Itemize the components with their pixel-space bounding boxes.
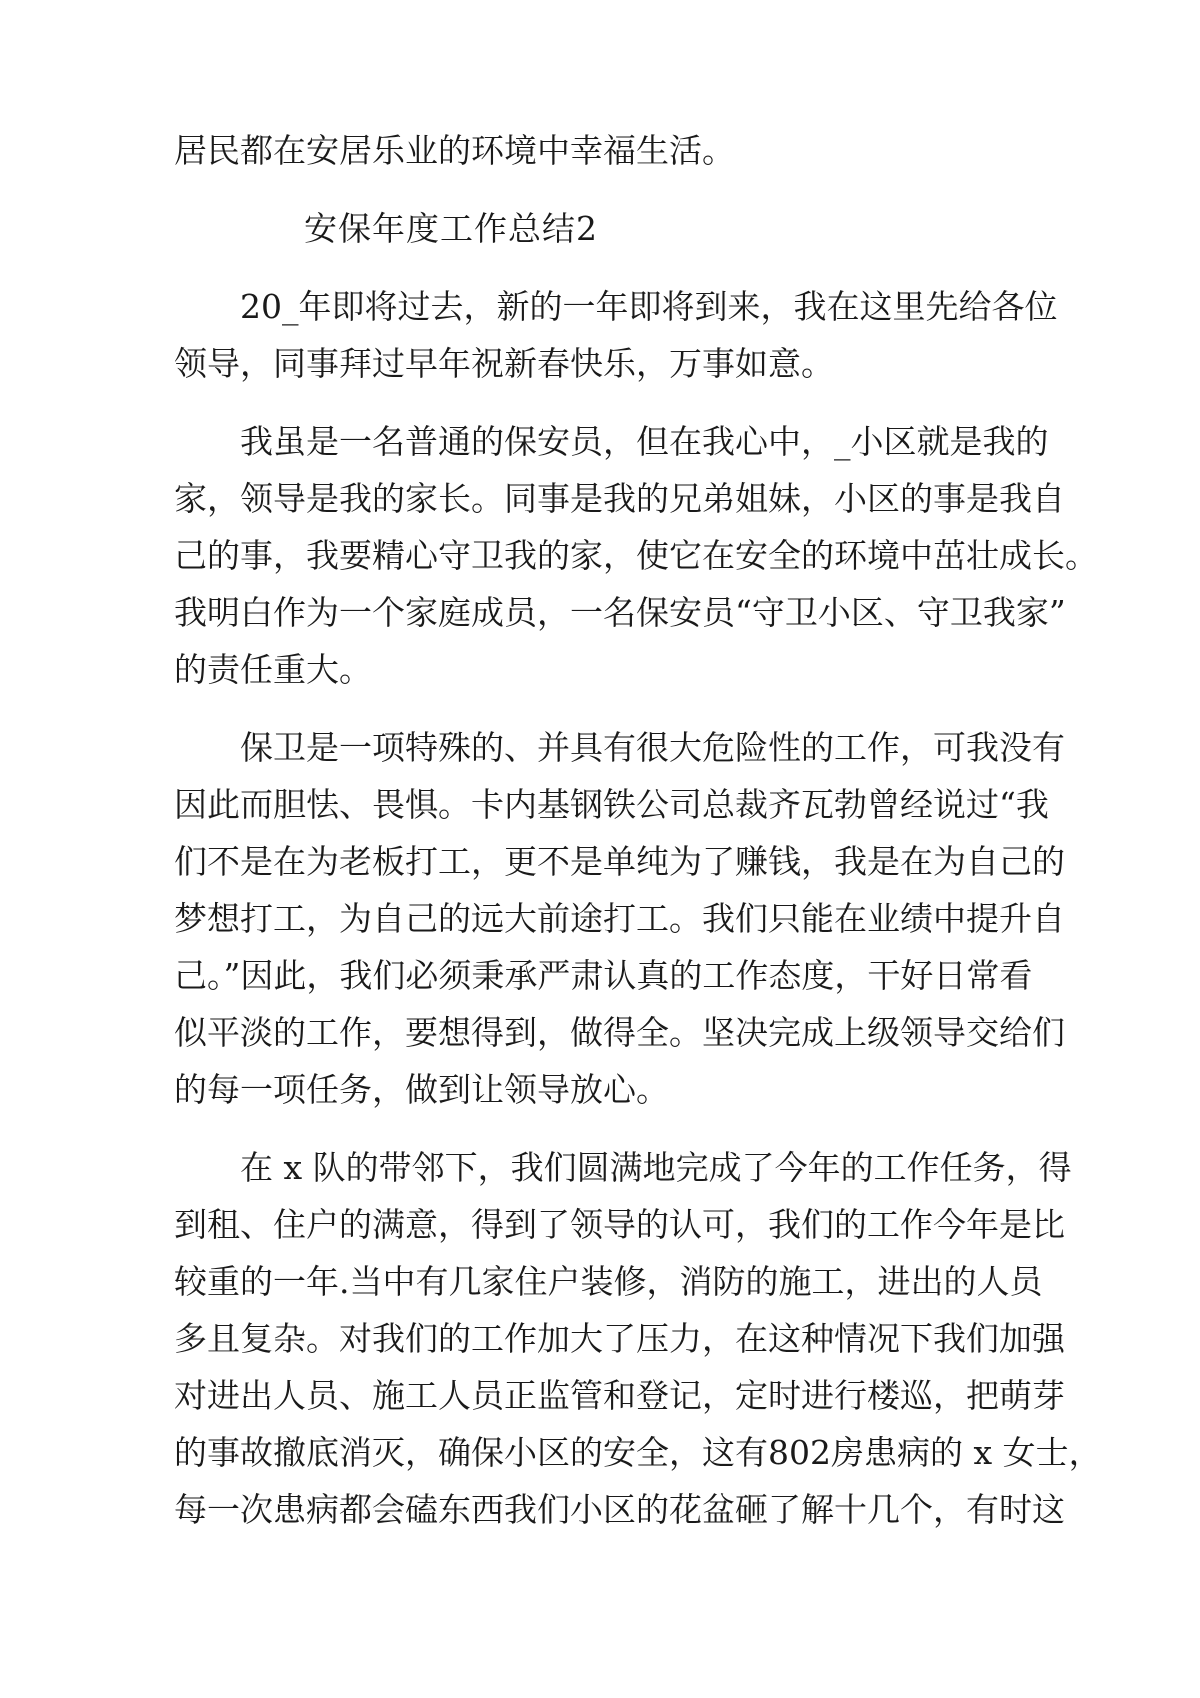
paragraph-line: 己的事，我要精心守卫我的家，使它在安全的环境中茁壮成长。	[174, 536, 1098, 575]
paragraph-line: 的事故撤底消灭，确保小区的安全，这有802房患病的 x 女士，	[174, 1433, 1102, 1472]
paragraph-line: 因此而胆怯、畏惧。卡内基钢铁公司总裁齐瓦勃曾经说过“我	[174, 785, 1049, 824]
paragraph-line: 家，领导是我的家长。同事是我的兄弟姐妹，小区的事是我自	[174, 479, 1065, 518]
paragraph-line: 的责任重大。	[174, 650, 372, 689]
paragraph-line: 保卫是一项特殊的、并具有很大危险性的工作，可我没有	[240, 728, 1065, 767]
paragraph-line: 在 x 队的带邻下，我们圆满地完成了今年的工作任务，得	[240, 1148, 1072, 1187]
section-title: 安保年度工作总结2	[304, 209, 598, 248]
paragraph-line: 领导，同事拜过早年祝新春快乐，万事如意。	[174, 344, 834, 383]
paragraph-line: 我明白作为一个家庭成员，一名保安员“守卫小区、守卫我家”	[174, 593, 1066, 632]
paragraph-line: 对进出人员、施工人员正监管和登记，定时进行楼巡，把萌芽	[174, 1376, 1065, 1415]
paragraph-line: 梦想打工，为自己的远大前途打工。我们只能在业绩中提升自	[174, 899, 1065, 938]
document-body	[174, 122, 1102, 1538]
paragraph-line: 己。”因此，我们必须秉承严肃认真的工作态度，干好日常看	[174, 956, 1033, 995]
paragraph-line: 20_年即将过去，新的一年即将到来，我在这里先给各位	[240, 287, 1058, 326]
paragraph-line: 到租、住户的满意，得到了领导的认可，我们的工作今年是比	[174, 1205, 1065, 1244]
paragraph-line: 居民都在安居乐业的环境中幸福生活。	[174, 131, 735, 170]
paragraph-line: 多且复杂。对我们的工作加大了压力，在这种情况下我们加强	[174, 1319, 1065, 1358]
paragraph-line: 每一次患病都会磕东西我们小区的花盆砸了解十几个，有时这	[174, 1490, 1065, 1529]
paragraph-line: 较重的一年.当中有几家住户装修，消防的施工，进出的人员	[174, 1262, 1043, 1301]
paragraph-line: 的每一项任务，做到让领导放心。	[174, 1070, 669, 1109]
paragraph-line: 我虽是一名普通的保安员，但在我心中，_小区就是我的	[240, 422, 1049, 461]
paragraph-line: 们不是在为老板打工，更不是单纯为了赚钱，我是在为自己的	[174, 842, 1065, 881]
paragraph-line: 似平淡的工作，要想得到，做得全。坚决完成上级领导交给们	[174, 1013, 1065, 1052]
